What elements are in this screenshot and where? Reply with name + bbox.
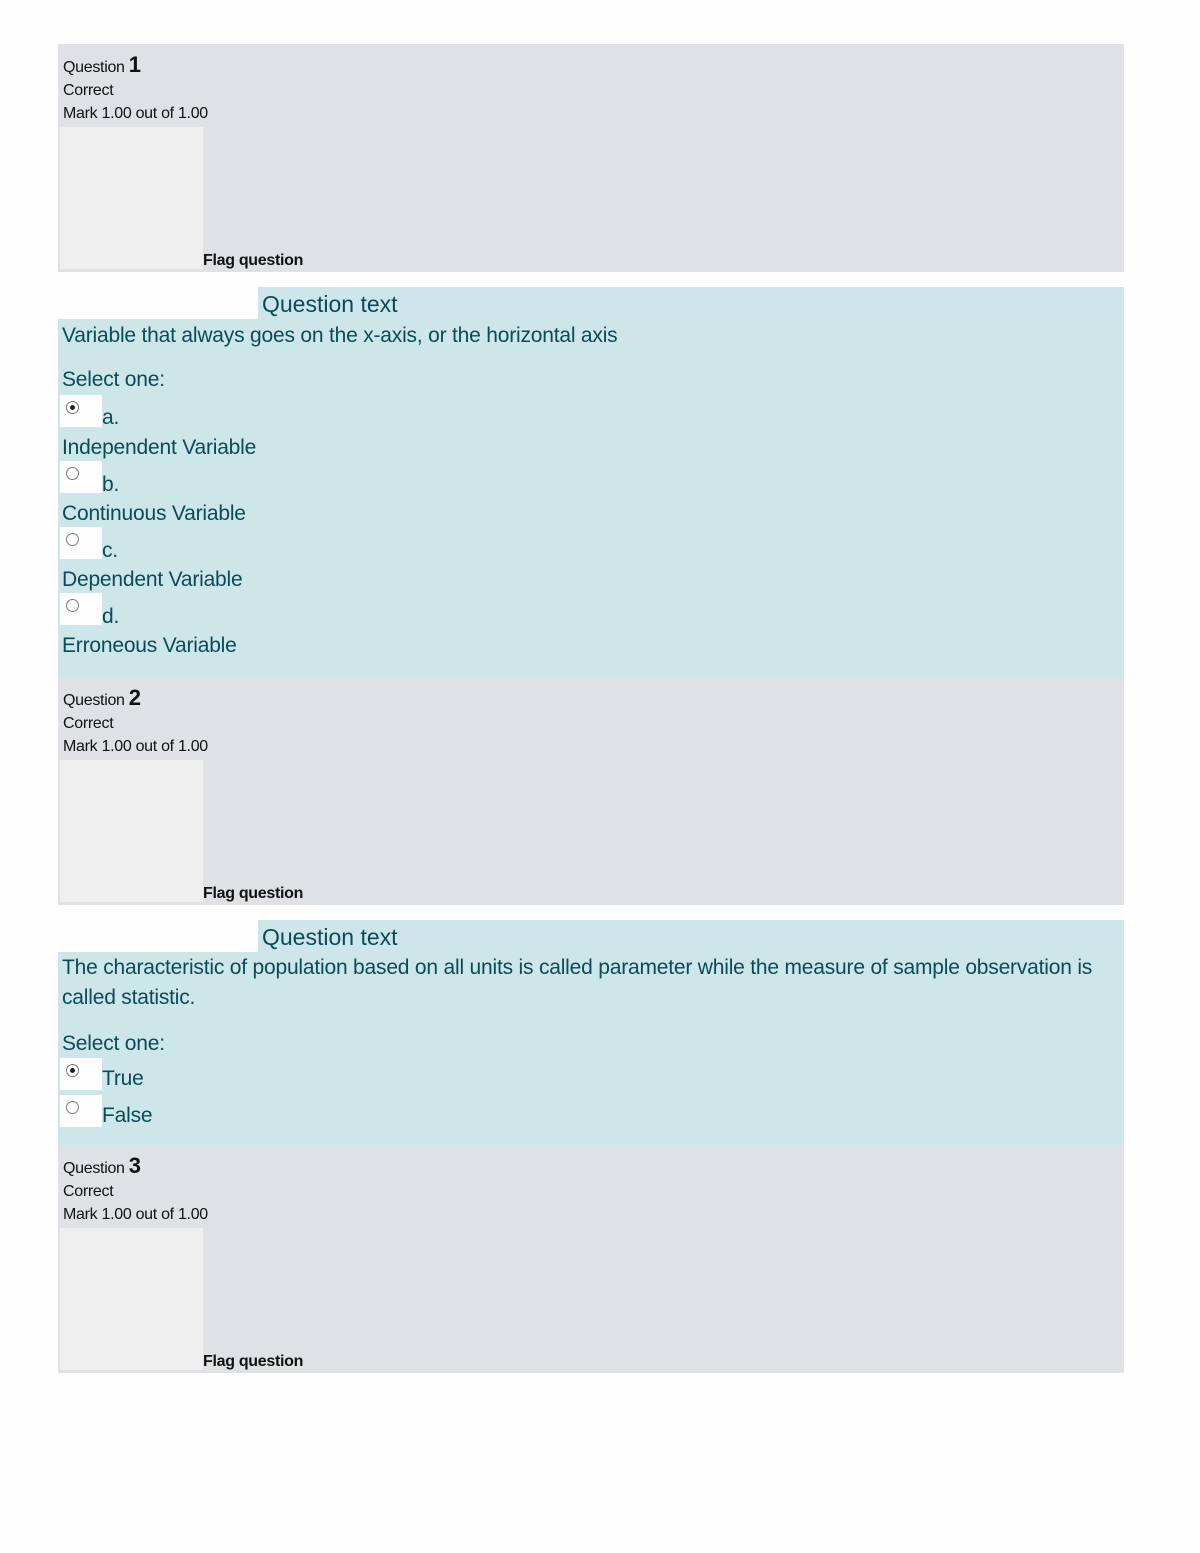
question-number: Question 1 bbox=[63, 52, 141, 77]
option-letter[interactable]: b. bbox=[102, 473, 120, 496]
question-info bbox=[58, 1145, 1124, 1373]
question-grade: Mark 1.00 out of 1.00 bbox=[63, 738, 208, 755]
radio-box bbox=[60, 461, 102, 493]
flag-icon-area[interactable] bbox=[60, 1228, 203, 1370]
option-letter[interactable]: a. bbox=[102, 406, 120, 429]
flag-question-link[interactable]: Flag question bbox=[203, 885, 304, 902]
question-state: Correct bbox=[63, 1183, 114, 1200]
question-text-header: Question text bbox=[258, 287, 1124, 319]
radio-box bbox=[60, 527, 102, 559]
option-text[interactable]: Continuous Variable bbox=[62, 502, 246, 525]
flag-question-link[interactable]: Flag question bbox=[203, 1353, 304, 1370]
option-letter[interactable]: c. bbox=[102, 539, 118, 562]
flag-icon-area[interactable] bbox=[60, 760, 203, 902]
radio-box bbox=[60, 1058, 102, 1090]
radio-false[interactable] bbox=[66, 1101, 79, 1114]
radio-a[interactable] bbox=[66, 401, 79, 414]
flag-icon-area[interactable] bbox=[60, 127, 203, 269]
question-text: The characteristic of population based on all units is called parameter while the measure of sample observation is called statistic. bbox=[62, 956, 1093, 1009]
question-info bbox=[58, 677, 1124, 905]
select-prompt: Select one: bbox=[62, 1032, 165, 1055]
question-number: Question 2 bbox=[63, 685, 141, 710]
radio-box bbox=[60, 395, 102, 427]
question-state: Correct bbox=[63, 715, 114, 732]
question-number: Question 3 bbox=[63, 1153, 141, 1178]
question-state: Correct bbox=[63, 82, 114, 99]
flag-question-link[interactable]: Flag question bbox=[203, 252, 304, 269]
radio-box bbox=[60, 593, 102, 625]
radio-box bbox=[60, 1095, 102, 1127]
option-false-label[interactable]: False bbox=[102, 1104, 153, 1127]
option-text[interactable]: Dependent Variable bbox=[62, 568, 243, 591]
radio-true[interactable] bbox=[66, 1064, 79, 1077]
question-formulation bbox=[58, 920, 1124, 1145]
radio-c[interactable] bbox=[66, 533, 79, 546]
question-formulation bbox=[58, 287, 1124, 677]
radio-d[interactable] bbox=[66, 599, 79, 612]
question-grade: Mark 1.00 out of 1.00 bbox=[63, 105, 208, 122]
radio-b[interactable] bbox=[66, 467, 79, 480]
option-text[interactable]: Independent Variable bbox=[62, 436, 257, 459]
option-text[interactable]: Erroneous Variable bbox=[62, 634, 237, 657]
select-prompt: Select one: bbox=[62, 368, 165, 391]
option-true-label[interactable]: True bbox=[102, 1067, 144, 1090]
option-letter[interactable]: d. bbox=[102, 605, 120, 628]
question-text: Variable that always goes on the x-axis, or the horizontal axis bbox=[62, 324, 618, 347]
question-info bbox=[58, 44, 1124, 272]
question-text-header: Question text bbox=[258, 920, 1124, 952]
question-grade: Mark 1.00 out of 1.00 bbox=[63, 1206, 208, 1223]
